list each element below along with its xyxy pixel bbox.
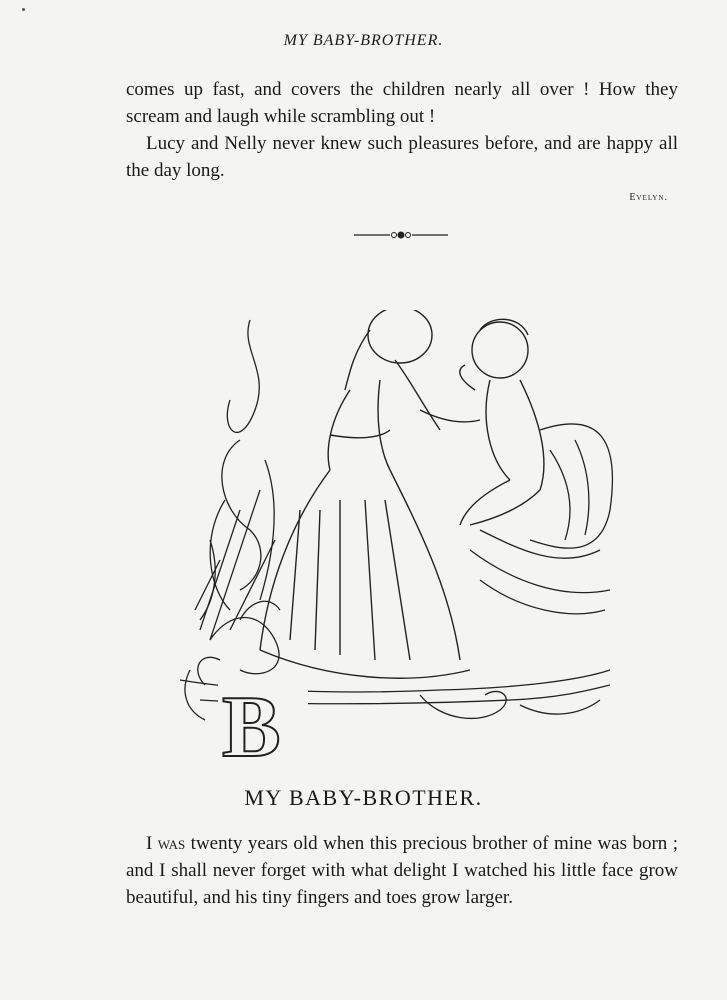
paragraph-rest: twenty years old when this precious brother of mine was born ; and I shall never forget with what delight I watched his little face grow beautiful, and his tiny fingers and toes grow larger.: [126, 833, 679, 908]
drop-cap-b: [218, 679, 308, 760]
running-header: [0, 32, 727, 50]
smallcaps-word: was: [157, 833, 186, 854]
section-title: MY BABY-BROTHER.: [244, 785, 483, 810]
paragraph-lucy-nelly: [126, 130, 678, 184]
signature-line: [126, 184, 678, 211]
kneeling-woman-figure: [260, 310, 480, 678]
ornamental-divider: [354, 228, 448, 242]
paragraph-baby-brother: [126, 830, 678, 911]
author-signature: Evelyn.: [629, 192, 668, 203]
first-word: I: [146, 833, 153, 854]
bottom-text-block: [126, 830, 678, 911]
paragraph-lucy-nelly-text: Lucy and Nelly never knew such pleasures before, and are happy all the day long.: [126, 133, 678, 181]
top-text-block: [126, 76, 678, 211]
paragraph-continued: comes up fast, and covers the children nearly all over ! How they scream and laugh while scrambling out !: [126, 79, 678, 127]
page-speck: [22, 8, 25, 11]
running-title: MY BABY-BROTHER.: [283, 32, 444, 49]
baby-figure: [460, 319, 544, 525]
drop-cap-letter: B: [222, 679, 281, 760]
engraving-illustration: [180, 310, 620, 760]
